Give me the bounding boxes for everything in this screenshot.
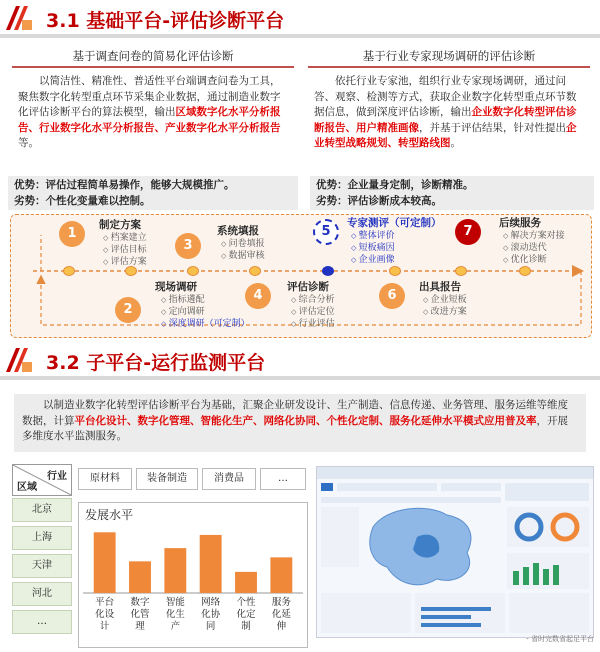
category-label: 智能化生产 <box>165 597 185 632</box>
bar <box>164 548 186 593</box>
timeline-dot <box>63 266 75 276</box>
step3-title: 系统填报 <box>217 225 259 237</box>
step2-item: ◇ 定向调研 <box>161 306 250 318</box>
step5-title: 专家测评（可定制） <box>347 217 442 229</box>
step4-items <box>291 294 335 330</box>
step6-item: ◇ 企业短板 <box>423 294 467 306</box>
step6-number: 6 <box>379 283 405 309</box>
row-header: 上海 <box>12 526 72 550</box>
category-label: 数字化管理 <box>130 597 150 632</box>
development-chart <box>78 502 308 648</box>
section-marker-icon <box>6 6 32 30</box>
step2-title: 现场调研 <box>155 281 197 293</box>
bar <box>129 561 151 593</box>
left-pros: 优势：评估过程简单易操作，能够大规模推广。 <box>14 179 235 191</box>
step5-item: ◇ 企业画像 <box>351 254 395 266</box>
step2-items <box>161 294 250 330</box>
corner-region-label: 区域 <box>17 482 37 493</box>
step1-item: ◇ 评估方案 <box>103 256 147 268</box>
step1-number: 1 <box>59 221 85 247</box>
timeline-dot <box>389 266 401 276</box>
section-marker-icon <box>6 348 32 372</box>
timeline-dot <box>187 266 199 276</box>
category-label: 网络化协同 <box>201 597 221 632</box>
row-header: 河北 <box>12 582 72 606</box>
right-body-end: 。 <box>450 137 461 150</box>
category-label: 个性化定制 <box>236 597 256 632</box>
dashboard-illustration <box>317 467 593 637</box>
section1-header <box>0 4 600 32</box>
corner-industry-label: 行业 <box>47 471 67 482</box>
monitoring-dashboard-image <box>316 466 594 638</box>
step1-items <box>103 232 147 268</box>
step3-items <box>221 238 265 262</box>
step6-item: ◇ 改进方案 <box>423 306 467 318</box>
column-header: 原材料 <box>78 468 132 490</box>
monitor-table <box>12 464 308 648</box>
step4-number: 4 <box>245 283 271 309</box>
left-column <box>8 46 298 152</box>
row-header: … <box>12 610 72 634</box>
step2-item-custom: ◇ 深度调研（可定制） <box>161 318 250 330</box>
step3-number: 3 <box>175 233 201 259</box>
timeline-dot-highlight <box>322 266 334 276</box>
step4-title: 评估诊断 <box>287 281 329 293</box>
column-header: 装备制造 <box>136 468 198 490</box>
bar <box>200 535 222 593</box>
left-body-end: 等。 <box>18 137 39 150</box>
right-body-mid: ，并基于评估结果，针对性提出 <box>419 121 566 134</box>
bar <box>270 557 292 593</box>
step2-item: ◇ 指标遴配 <box>161 294 250 306</box>
divider <box>0 376 600 380</box>
section2-desc-text: 以制造业数字化转型评估诊断平台为基础，汇聚企业研发设计、生产制造、信息传递、业务管理、服务运维等维度数据，计算 <box>22 399 568 427</box>
step5-item: ◇ 整体评价 <box>351 230 395 242</box>
timeline-dot <box>519 266 531 276</box>
step5-items <box>351 230 395 266</box>
chart-title: 发展水平 <box>85 508 134 522</box>
timeline-dot <box>249 266 261 276</box>
section2-desc-highlight: 平台化设计、数字化管理、智能化生产、网络化协同、个性化定制、服务化延伸水平模式应用普及率 <box>74 414 537 427</box>
step7-number: 7 <box>455 219 481 245</box>
step4-item: ◇ 评估定位 <box>291 306 335 318</box>
bar <box>235 572 257 593</box>
category-label: 平台化设计 <box>95 597 115 632</box>
step5-number: 5 <box>313 219 339 245</box>
right-cons: 劣势：评估诊断成本较高。 <box>316 195 442 207</box>
category-label: 服务化延伸 <box>271 597 291 632</box>
step1-title: 制定方案 <box>99 219 141 231</box>
column-header: … <box>260 468 306 490</box>
bar <box>94 532 116 593</box>
right-column <box>304 46 594 152</box>
left-body-highlight: 区域数字化水平分析报告、行业数字化水平分析报告、产业数字化水平分析报告 <box>18 106 281 134</box>
step7-item: ◇ 滚动迭代 <box>503 242 565 254</box>
section2-header <box>0 346 600 374</box>
left-cons: 劣势：个性化变量难以控制。 <box>14 195 151 207</box>
section2-title: 3.2 子平台-运行监测平台 <box>46 352 266 374</box>
left-body-text: 以简洁性、精准性、普适性平台端调查问卷为工具，聚焦数字化转型重点环节采集企业数据，通过制造业数字化评估诊断平台的算法模型，输出 <box>18 75 281 119</box>
step7-title: 后续服务 <box>499 217 541 229</box>
left-body <box>8 68 298 152</box>
section2-description <box>14 394 586 452</box>
step1-item: ◇ 档案建立 <box>103 232 147 244</box>
section1-title: 3.1 基础平台-评估诊断平台 <box>46 10 285 32</box>
step6-title: 出具报告 <box>419 281 461 293</box>
bar-chart-svg <box>79 503 307 647</box>
step5-item: ◇ 短板痛因 <box>351 242 395 254</box>
step4-item: ◇ 行业评估 <box>291 318 335 330</box>
timeline-dot <box>455 266 467 276</box>
step6-items <box>423 294 467 318</box>
table-corner <box>12 464 72 496</box>
right-body-highlight1: 企业数字化转型评估诊断报告、用户精准画像 <box>314 106 577 134</box>
step3-item: ◇ 数据审核 <box>221 250 265 262</box>
left-pros-cons <box>8 176 298 210</box>
row-header: 天津 <box>12 554 72 578</box>
divider <box>0 34 600 38</box>
row-header: 北京 <box>12 498 72 522</box>
step7-item: ◇ 解决方案对接 <box>503 230 565 242</box>
step1-item: ◇ 评估目标 <box>103 244 147 256</box>
step4-item: ◇ 综合分析 <box>291 294 335 306</box>
process-flow <box>10 214 592 338</box>
step2-number: 2 <box>115 297 141 323</box>
left-heading: 基于调查问卷的简易化评估诊断 <box>72 49 234 63</box>
column-header: 消费品 <box>202 468 256 490</box>
right-body-text: 依托行业专家池，组织行业专家现场调研，通过问答、观察、检测等方式，获取企业数字化转型重点环节数据信息，做到深度评估诊断，输出 <box>314 75 577 119</box>
right-body <box>304 68 594 152</box>
image-caption: - 省时完数省起足平台 <box>526 635 594 643</box>
step7-items <box>503 230 565 266</box>
step7-item: ◇ 优化诊断 <box>503 254 565 266</box>
section2-desc-end: ，开展多维度水平监测服务。 <box>22 414 568 443</box>
step3-item: ◇ 问卷填报 <box>221 238 265 250</box>
right-pros-cons <box>310 176 594 210</box>
right-heading: 基于行业专家现场调研的评估诊断 <box>362 49 536 63</box>
right-body-highlight2: 企业转型战略规划、转型路线图 <box>314 121 577 150</box>
right-pros: 优势：企业量身定制，诊断精准。 <box>316 179 474 191</box>
